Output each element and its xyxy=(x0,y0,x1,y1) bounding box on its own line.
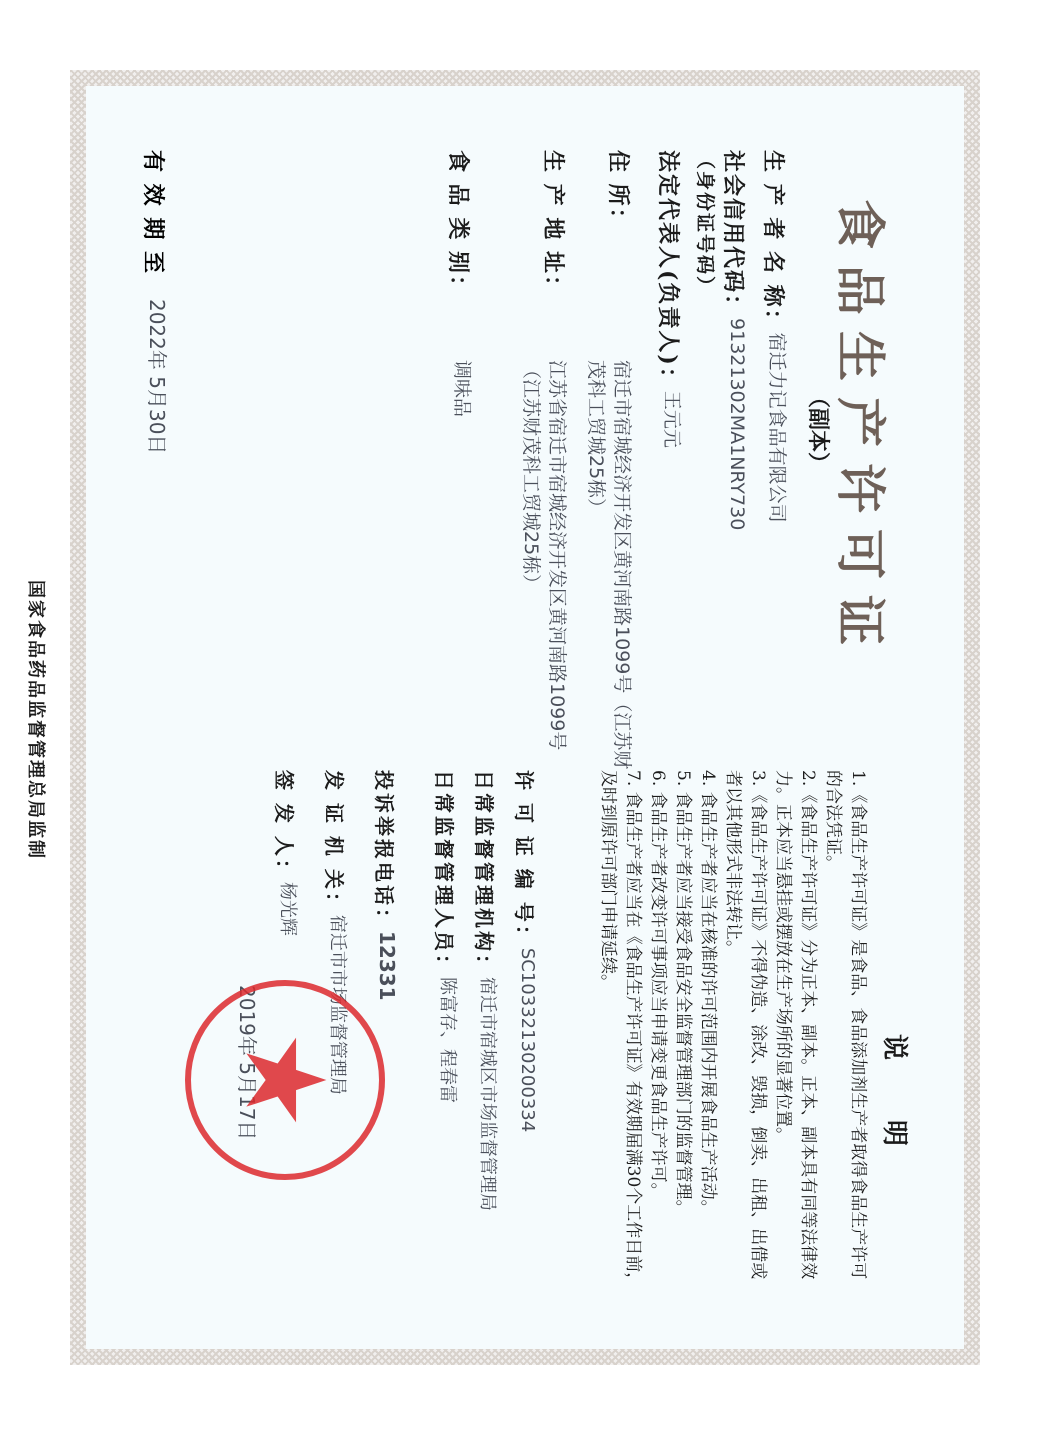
supervisors-value: 陈富存、程春雷 xyxy=(437,977,458,1103)
official-seal xyxy=(185,980,385,1180)
production-address-field xyxy=(518,150,570,760)
production-address-value: 江苏省宿迁市宿城经济开发区黄河南路1099号（江苏财茂科工贸城25栋） xyxy=(520,360,568,751)
hotline-field xyxy=(371,770,400,1001)
license-subtitle: （副本） xyxy=(805,385,831,474)
credit-code-field: 社会信用代码 ： 91321302MA1NRY730 xyxy=(720,150,748,531)
note-item: 1.《食品生产许可证》是食品、食品添加剂生产者取得食品生产许可的合法凭证。 xyxy=(823,770,868,1280)
residence-field xyxy=(583,150,635,780)
supervision-org-label: 日常监督管理机构： xyxy=(472,770,496,977)
note-item: 7. 食品生产者应当在《食品生产许可证》有效期届满30个工作日前，及时到原许可部门申请延续。 xyxy=(598,770,643,1290)
residence-label: 住 所： xyxy=(605,150,631,232)
license-no-field xyxy=(511,770,540,1132)
seal-star-icon xyxy=(239,1034,331,1126)
residence-value: 宿迁市宿城经济开发区黄河南路1099号（江苏财茂科工贸城25栋） xyxy=(585,360,633,770)
credit-code-label: 社会信用代码 xyxy=(720,150,746,295)
credit-code-sublabel: （身份证号码） xyxy=(694,150,716,298)
license-title: 食品生产许可证 xyxy=(831,199,890,661)
issuer-label: 发 证 机 关： xyxy=(322,770,346,915)
hotline-value: 12331 xyxy=(375,931,399,1001)
legal-rep-field xyxy=(654,150,685,448)
signer-label: 签 发 人： xyxy=(272,770,296,882)
credit-code-sublabel-field xyxy=(693,150,720,297)
footer-note: 国家食品药品监督管理总局监制 xyxy=(25,580,46,860)
producer-value: 宿迁力记食品有限公司 xyxy=(766,332,788,523)
note-item: 6. 食品生产者改变许可事项应当申请变更食品生产许可。 xyxy=(648,770,668,1200)
note-item: 4. 食品生产者应当在核准的许可范围内开展食品生产活动。 xyxy=(698,770,718,1217)
legal-rep-label: 法定代表人(负责人)： xyxy=(655,150,681,391)
supervisors-field xyxy=(431,770,460,1103)
producer-label: 生 产 者 名 称： xyxy=(760,150,786,333)
production-address-label: 生 产 地 址： xyxy=(540,150,566,299)
note-item: 5. 食品生产者应当接受食品安全监督管理部门的监督管理。 xyxy=(673,770,693,1217)
food-category-label: 食 品 类 别： xyxy=(445,150,471,299)
note-item: 3.《食品生产许可证》不得伪造、涂改、毁损，倒卖、出租、出借或者以其他形式非法转让。 xyxy=(723,770,768,1280)
supervision-org-value: 宿迁市宿城区市场监督管理局 xyxy=(477,977,498,1211)
license-no-label: 许 可 证 编 号： xyxy=(512,770,536,948)
food-category-value: 调味品 xyxy=(451,360,473,418)
notes-title: 说明 xyxy=(879,1033,909,1206)
signer-field xyxy=(271,770,300,936)
license-no-value: SC10332130200334 xyxy=(517,947,538,1133)
signer-value: 杨光辉 xyxy=(277,881,298,936)
issuer-value: 宿迁市市场监督管理局 xyxy=(327,914,348,1095)
validity-label: 有 效 期 至 xyxy=(140,150,166,275)
food-category-field xyxy=(444,150,475,417)
legal-rep-value: 王元元 xyxy=(661,390,683,448)
producer-field xyxy=(759,150,790,523)
notes-list xyxy=(595,770,870,1290)
validity-field xyxy=(139,150,170,454)
supervisors-label: 日常监督管理人员： xyxy=(432,770,456,977)
credit-code-value: 91321302MA1NRY730 xyxy=(726,318,748,531)
hotline-label: 投诉举报电话： xyxy=(372,770,396,931)
note-item: 2.《食品生产许可证》分为正本、副本。正本、副本具有同等法律效力。正本应当悬挂或摆放在生产场所的显著位置。 xyxy=(773,770,818,1280)
supervision-org-field xyxy=(471,770,500,1211)
issue-date-value: 2019年 5月17日 xyxy=(235,985,259,1141)
validity-value: 2022年 5月30日 xyxy=(145,298,169,455)
